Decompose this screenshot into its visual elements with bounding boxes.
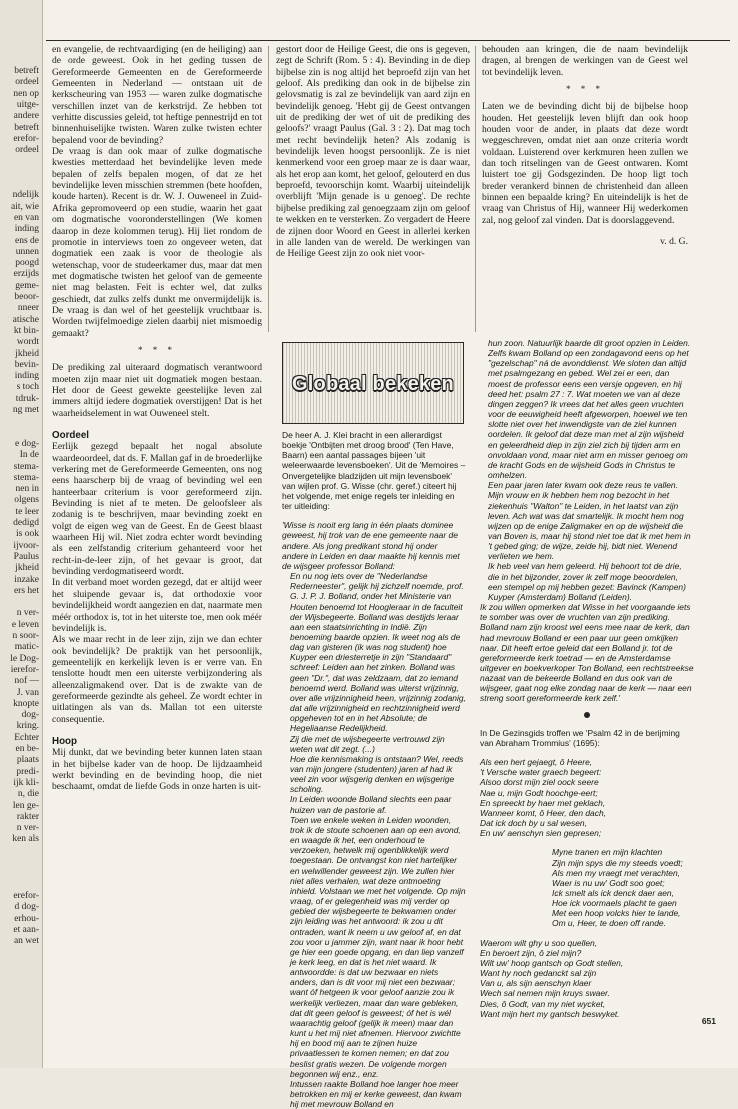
edge-text-fragment: dog- [21, 710, 39, 721]
quote-paragraph: Toen we enkele weken in Leiden woonden, trok ik de stoute schoenen aan op een avond, en waagde ik het, een onderhoud te verzoeken, hetwelk mij ogenblikkelijk werd toegestaan. De ontvangst kon niet hartelijker en welwillender geweest zijn. We zullen hier niet alles verhalen, wat deze ontmoeting inhield. Volstaan we met het volgende. Op mijn vraag, of er gelegenheid was mij verder op gebied der wijsbegeerte te bekwamen onder zijn leiding was het antwoord: ik zou u dit ontraden, want ik neem u uw geloof af, en dat zou voor u jammer zijn, want naar ik hoor hebt ge hier een goede opgang, en dan liep vanzelf je kerk leeg, en dat is het niet waard. Ik antwoordde: is dat uw bezwaar en niets anders, dan is dit voor mij niet een bezwaar; want óf hetgeen ik voor geloof aanzie zou ik werkelijk verliezen, maar dan ware gebleken, dat dit geen geloof is geweest; óf het is wél waarachtig geloof (gelijk ik meen) maar dan kunt u het mij niet afnemen. Hiervoor zwichtte hij en bood mij aan te zijnen huize privaatlessen te komen nemen; en dat zou beslist gratis wezen. De volgende morgen begonnen wij enz., enz. [290, 814, 466, 1079]
edge-text-fragment: n, die [17, 789, 39, 800]
edge-text-fragment: n ver- [16, 823, 39, 834]
verse-line: Zijn mijn spys die my steeds voedt; [552, 857, 683, 868]
section-title-box [282, 342, 464, 424]
column-2 [276, 44, 470, 260]
edge-text-fragment: s toch [16, 382, 39, 393]
verse-line: Dat ick doch by u sal wesen, [480, 818, 587, 829]
previous-page-edge [0, 0, 43, 1068]
column-3 [482, 44, 688, 248]
edge-text-fragment: wordt [16, 337, 39, 348]
page-number: 651 [701, 1016, 716, 1026]
quote-paragraph: In Leiden woonde Bolland slechts een paar huizen van de pastorie af. [290, 794, 452, 815]
verse-line: En spreeckt by haer met geklach, [480, 797, 606, 808]
verse-line: Want mijn hert my gantsch beswyket. [480, 1008, 620, 1019]
edge-text-fragment: rakter [16, 811, 39, 822]
edge-text-fragment: ens de [14, 235, 39, 246]
edge-text-fragment: nen op [13, 88, 39, 99]
section-title: Globaal bekeken [292, 372, 454, 395]
verse-line: Waerom wilt ghy u soo quellen, [480, 937, 598, 948]
separator-dot [480, 710, 694, 720]
verse-line: Als een hert gejaegt, ô Heere, [480, 757, 593, 768]
edge-text-fragment: te leer [15, 506, 39, 517]
edge-text-fragment: erzijds [13, 269, 39, 280]
edge-text-fragment: ierefor- [10, 664, 39, 675]
edge-text-fragment: en van [13, 212, 39, 223]
edge-text-fragment: kt bin- [13, 325, 39, 336]
edge-text-fragment: erefor- [13, 133, 39, 144]
globaal-column-1 [282, 430, 466, 1109]
edge-text-fragment: ijvoor- [13, 540, 39, 551]
edge-text-fragment: jkheid [15, 348, 39, 359]
verse-line: Wilt uw' hoop gantsch op Godt stellen, [480, 957, 624, 968]
subheading-hoop: Hoop [52, 735, 78, 747]
paragraph: Mij dunkt, dat we bevinding beter kunnen laten staan in het bijbelse kader van de hoop. De lijdzaamheid werkt bevinding en de bevinding hoop, die niet beschaamt, omdat de liefde Gods in onze harten is uit- [52, 747, 262, 793]
quote-paragraph: 'Wisse is nooit erg lang in één plaats dominee geweest, hij trok van de ene gemeente naar de andere. Als jong predikant stond hij onder andere in Leiden en daar maakte hij kennis met de wijsgeer professor Bolland: [282, 520, 460, 571]
quote-paragraph: Hoe die kennismaking is ontstaan? Wel, reeds van mijn jongere (studenten) jaren af had ik veel zin voor wijsgerig denken en wijsgerige scholing. [290, 753, 464, 795]
edge-text-fragment: olgens [14, 495, 39, 506]
paragraph: De vraag is dan ook maar of zulke dogmatische kwesties metterdaad het bevindelijke leven mede bepalen of zelfs bepalen mogen, of dat ze het bevindelijke leven misschien stremmen (bete hoofden, koude harten). Recent is dr. W. J. Ouweneel in Zuid-Afrika gepromoveerd op een studie, waarin het gaat om dogmatische vooronderstellingen (We komen daarop in deze kolommen terug). Hij liet rondom de promotie in interviews toen zo ongeveer weten, dat dogmatiek een zaak is voor de theologie als wetenschap, voor de studeerkamer dus, maar dat men met dogmatische twisten het geloof van de gemeente niet mag belasten. Feit is echter wel, dat zulks geschiedt, dat zulks zelfs dunkt me onvermijdelijk is. De vraag is dan wel of het geestelijk vruchtbaar is. Worden twijfelmoedige zielen daarbij niet mismoedig gemaakt? [52, 146, 262, 339]
quote-paragraph: En nu nog iets over de "Nederlandse Rederneester", gelijk hij zichzelf noemde, prof. G. J. P. J. Bolland, onder het Ministerie van Houten benoemd tot Hoogleraar in de faculteit der Wijsbegeerte. Bolland was destijds leraar aan een staatsinrichting in Indië. Zijn benoeming baarde opzien. Ik weet nog als de dag van gisteren (ik was nog student) hoe Kuyper een driesterretje in zijn "Standaard" schreef: Leiden aan het zinken. Bolland was geen "Dr.", dat was zeldzaam, dat zo iemand benoemd werd. Bolland was uiterst vrijzinnig, over alle vrijzinnigheid heen, vrijzinnig zodanig, dat alle vrijzinnigheid en rechtzinnigheid werd opgeheven tot en in het Absolute; de Hegeliaanse Redelijkheid. [290, 571, 466, 734]
edge-text-fragment: nneer [17, 303, 39, 314]
edge-text-fragment: andere [13, 111, 39, 122]
edge-text-fragment: uitge- [16, 99, 39, 110]
column-1 [52, 44, 262, 793]
section-stars: * * * [566, 84, 604, 95]
edge-text-fragment: J. van [16, 687, 39, 698]
edge-text-fragment: kring. [16, 721, 39, 732]
verse-line: Met een hoop volcks hier te lande, [552, 908, 681, 919]
edge-text-fragment: an wet [13, 936, 39, 947]
edge-text-fragment: beoor- [14, 292, 39, 302]
verse-line: Wanneer komt, ô Heer, den dach, [480, 807, 607, 818]
edge-text-fragment: predi- [16, 766, 39, 777]
verse-1 [480, 757, 694, 838]
edge-text-fragment: matic- [14, 642, 39, 653]
edge-text-fragment: erhou- [14, 913, 39, 924]
edge-text-fragment: In de [19, 450, 39, 461]
edge-text-fragment: stema- [13, 461, 39, 472]
verse-line: Wech sal nemen mijn kruys swaer. [480, 988, 610, 999]
paragraph: Als we maar recht in de leer zijn, zijn we dan echter ook bevindelijk? De praktijk van het persoonlijk, gemeentelijk en kerkelijk leven is er verre van. En tenslotte houdt men een uiterste verbijzondering als alleenzaligmakend over. Dat is de zwakte van de gereformeerde gezindte als geheel. Ze wordt echter in uitlatingen als van ds. Mallan tot een uiterste consequentie. [52, 634, 262, 725]
edge-text-fragment: n soor- [12, 631, 39, 641]
edge-text-fragment: bevin- [14, 359, 39, 370]
verse-line: Hoe ick voormaels placht te gaen [552, 898, 677, 909]
subheading-oordeel: Oordeel [52, 430, 90, 441]
verse-line: Dies, ô Godt, van my niet wycket, [480, 998, 606, 1009]
paragraph: Eerlijk gezegd bepaalt het nogal absolute waardeoordeel, dat ds. F. Mallan gaf in de broederlijke verkering met de Gereformeerde Gemeenten, ons nog eens haarscherp bij de vraag of bevinding wel een hanteerbaar criterium is voor gereformeerd zijn. Bevinding is niet af te meten. De geloofsleer als zodanig is te beschrijven, maar bevinding zoekt en volgt de eigen weg van de Geest. En de Geest blaast waarheen Hij wil. Niet zodra echter wordt bevinding als een zelfstandig criterium gehanteerd voor het recht-in-de-leer zijn, of het gevaar is groot, dat bevinding verdogmatiseerd wordt. [52, 441, 262, 578]
quote-paragraph: Zij die met de wijsbegeerte vertrouwd zijn weten wat dit zegt. (...) [290, 733, 445, 754]
verse-line: Want hy noch gedanckt sal zijn [480, 968, 597, 979]
verse-line: En beroert zijn, ô ziel mijn? [480, 947, 582, 958]
edge-text-fragment: plaats [16, 755, 39, 766]
edge-text-fragment: knopte [13, 698, 39, 709]
edge-text-fragment: ers het [13, 585, 39, 596]
edge-text-fragment: dedigd [13, 518, 39, 528]
edge-text-fragment: e leven [11, 619, 39, 630]
edge-text-fragment: Paulus [13, 551, 39, 562]
bullet-dot-icon [584, 712, 590, 718]
edge-text-fragment: inding [14, 224, 39, 235]
intro-paragraph: De heer A. J. Klei bracht in een allerardigst boekje 'Ontbijten met droog brood' (Ten Have, Baarn) een aantal passages bijeen 'uit weleerwaarde levensboeken'. Uit de 'Memoires – Onvergetelijke bladzijden uit mijn levensboek' van wijlen prof. G. Wisse (chr. geref.) citeert hij het volgende, met enige regels ter inleiding en ter uitleiding: [282, 430, 466, 512]
verse-line: Ick smelt als ick denck daer aen, [552, 887, 674, 898]
edge-text-fragment: ordeel [15, 77, 39, 88]
edge-text-fragment: inding [14, 371, 39, 382]
verse-2 [480, 847, 694, 928]
verse-line: Waer is nu uw' Godt soo goet; [552, 877, 665, 888]
paragraph: De prediking zal uiteraard dogmatisch verantwoord moeten zijn maar niet uit dogmatiek mogen bestaan. Het door de Geest gewekte geestelijke leven zal immers altijd iedere dogmatiek overstijgen! Dat is het waarheidselement in wat Ouweneel stelt. [52, 362, 262, 419]
edge-text-fragment: ken als [12, 834, 39, 845]
column-divider [475, 46, 476, 332]
edge-text-fragment: nen in [15, 484, 39, 495]
paragraph: en evangelie, de rechtvaardiging (en de heiliging) aan de orde geweest. Ook in het geding tussen de Gereformeerde Gemeenten en de Gereformeerde Gemeenten in Nederland — ontstaan uit de kerkscheuring van 1953 — waren zulke dogmatische verschillen inzet van de kerkstrijd. Ze hebben tot verhitte discussies geleid, tot heftige pennestrijd en tot binnenhuiselijke twisten. Waren zulke twisten echter bepalend voor de bevinding? [52, 44, 262, 146]
edge-text-fragment: ng met [12, 405, 39, 415]
edge-text-fragment: Echter [14, 732, 39, 743]
top-rule [46, 40, 730, 41]
edge-text-fragment: is ook [16, 529, 39, 540]
edge-text-fragment: d dog- [14, 902, 39, 913]
edge-text-fragment: atische [12, 314, 39, 325]
edge-text-fragment: ndelijk [12, 190, 39, 201]
verse-line: En uw' aenschyn sien gepresen; [480, 828, 602, 839]
quote-paragraph: Een paar jaren later kwam ook deze reus te vallen. Mijn vrouw en ik hebben hem nog bezocht in het ziekenhuis "Walton" te Leiden, in het laatst van zijn leven. Ach wat was dat smartelijk. Ik mocht hem nog wijzen op de enige Zaligmaker en op de wijsheid die van Boven is, maar hij stond niet toe dat ik met hem in 't gebed ging; de wijze, zeide hij, bidt niet. Wenend verlieten we hem. [488, 480, 691, 562]
edge-text-fragment: nof — [14, 676, 39, 687]
verse-line: 't Versche water graech begeert: [480, 767, 602, 778]
edge-text-fragment: geme- [15, 280, 39, 291]
edge-text-fragment: et aan- [13, 924, 39, 935]
globaal-column-2 [480, 338, 694, 1019]
edge-text-fragment: n ver- [16, 608, 39, 619]
verse-3 [480, 938, 694, 1019]
edge-text-fragment: en be- [15, 744, 39, 754]
edge-text-fragment: inzake [14, 574, 39, 585]
verse-line: Als men my vraegt met verachten, [552, 867, 681, 878]
paragraph: In De Gezinsgids troffen we 'Psalm 42 in de berijming van Abraham Trommius' (1695): [480, 727, 680, 748]
paragraph: behouden aan kringen, die de naam bevindelijk dragen, al brengen de werkingen van de Geest wel tot bevindelijk leven. [482, 44, 688, 78]
author-signature: v. d. G. [660, 236, 688, 248]
column-divider [268, 46, 269, 332]
edge-text-fragment: tdruk- [15, 393, 39, 404]
edge-text-fragment: len ge- [12, 800, 39, 811]
edge-text-fragment: poogd [15, 258, 39, 269]
edge-text-fragment: e dog- [14, 438, 39, 449]
quote-paragraph: Intussen raakte Bolland hoe langer hoe meer betrokken en mij er kerke geweest, dan kwam hij met mevrouw Bolland en [290, 1078, 462, 1109]
edge-text-fragment: unnen [15, 246, 39, 257]
edge-text-fragment: ait, wie [11, 201, 39, 212]
edge-text-fragment: stema- [13, 472, 39, 483]
paragraph: In dit verband moet worden gezegd, dat er altijd weer het sluipende gevaar is, dat orthodoxie voor bevindelijkheid wordt aangezien en dat, naarmate men méér orthodox is, tot in het uiterste toe, men ook méér bevindelijk is. [52, 577, 262, 634]
verse-line: Alsoo dorst mijn ziel oock seere [480, 777, 599, 788]
edge-text-fragment: betreft [14, 66, 39, 76]
edge-text-fragment: jkheid [15, 563, 39, 574]
verse-line: Van u, als sijn aenschyn klaer [480, 978, 592, 989]
section-stars: * * * [138, 344, 176, 355]
quote-paragraph: hun zoon. Natuurlijk baarde dit groot opzien in Leiden. Zelfs kwam Bolland op een zondagavond eens op het "gezelschap" ná de avonddienst. We sloten dan altijd met psalmgezang en gebed. Wel zei er een, dan moest de professor eens een versje opgeven, en hij deed het: psalm 27 : 7. Wat moeten we van al deze dingen zeggen? Ik vrees dat het alles geen vruchten voor de eeuwigheid heeft afgeworpen, hoewel we ten slotte niet over het inwendigste van de ziel kunnen oordelen. Ik geloof dat deze man met al zijn wijsheid en geleerdheid diep in zijn ziel zich bij tijden arm en onvoldaan vond, maar niet arm en misser genoeg om de kracht Gods en de wijsheid Gods in Christus te omhelzen. [488, 338, 691, 481]
edge-text-fragment: erefor- [13, 890, 39, 901]
verse-line: Nae u, mijn Godt hoochge-eert; [480, 787, 598, 798]
verse-line: Myne tranen en mijn klachten [552, 847, 663, 858]
edge-text-fragment: ijk kli- [13, 777, 39, 788]
paragraph: gestort door de Heilige Geest, die ons is gegeven, zegt de Schrift (Rom. 5 : 4). Bevinding in de diep bijbelse zin is nog altijd het beproefd zijn van het geloof. Als prediking dan ook in de bijbelse zin gelovsmatig is zal ze bevindelijk van aard zijn en bevindelijk genoeg. 'Hebt gij de Geest ontvangen uit de prediking der wet of uit de prediking des geloofs?' vraagt Paulus (Gal. 3 : 2). Dat mag toch met recht bevindelijk heten? Als zodanig is bevindelijk leven hoogst persoonlijk. Ze is niet kenmerkend voor een groep maar ze is daar waar, als het erop aan komt, het geloof, gelouterd en dus beproefd, tevoorschijn komt. Waarbij uiteindelijk overblijft 'Mijn genade is u genoeg'. De rechte bijbelse prediking zal genoegzaam zijn om geloof te wekken en te versterken. Zo vergadert de Heere de zijnen door Woord en Geest in allerlei kerken in alle landen van de wereld. De werkingen van de Heilige Geest zijn zo ook niet voor- [276, 44, 470, 260]
edge-text-fragment: betreft [14, 122, 39, 133]
quote-paragraph: Ik zou willen opmerken dat Wisse in het voorgaande iets te somber was over de vruchten van zijn prediking. Bolland nam zijn kroost wel eens mee naar de kerk, dan had mevrouw Bolland er een paar uur geen omkijken naar. Dit heeft ertoe geleid dat een Bolland jr. tot de gereformeerde kerk toetrad — en de Amsterdamse uitgever en boekverkoper Ton Bolland, een rechtstreekse nazaat van de bekeerde Bolland en dus ook van de wijsgeer, gaat nog elke zondag naar de kerk — naar een streng soort gereformeerde kerk zelf.' [480, 602, 694, 704]
edge-text-fragment: le Dog- [10, 653, 39, 664]
verse-line: Om u, Heer, te doen off rande. [552, 918, 666, 929]
paragraph: Laten we de bevinding dicht bij de bijbelse hoop houden. Het geestelijk leven blijft dan ook hoop houden voor de ander, in plaats dat deze wordt weggeschreven, omdat niet aan onze criteria wordt voldaan. Luisterend over kerkmuren heen zullen we dan toch ritselingen van de Geest ontwaren. Komt luistert toe gij Godsgezinden. De hoop ligt toch breder verankerd binnen de christenheid dan alleen binnen een bepaalde kring? En uiteindelijk is het de vraag van Christus of Hij, wanneer Hij wederkomen zal, nog geloof zal vinden. Dat is doorslaggevend. [482, 101, 688, 226]
edge-text-fragment: ordeel [15, 145, 39, 156]
quote-paragraph: Ik heb veel van hem geleerd. Hij behoort tot de drie, die in het bijzonder, zover ik zelf moge beoordelen, een stempel op mij hebben gezet: Bavinck (Kampen) Kuyper (Amsterdam) Bolland (Leiden). [488, 561, 686, 602]
